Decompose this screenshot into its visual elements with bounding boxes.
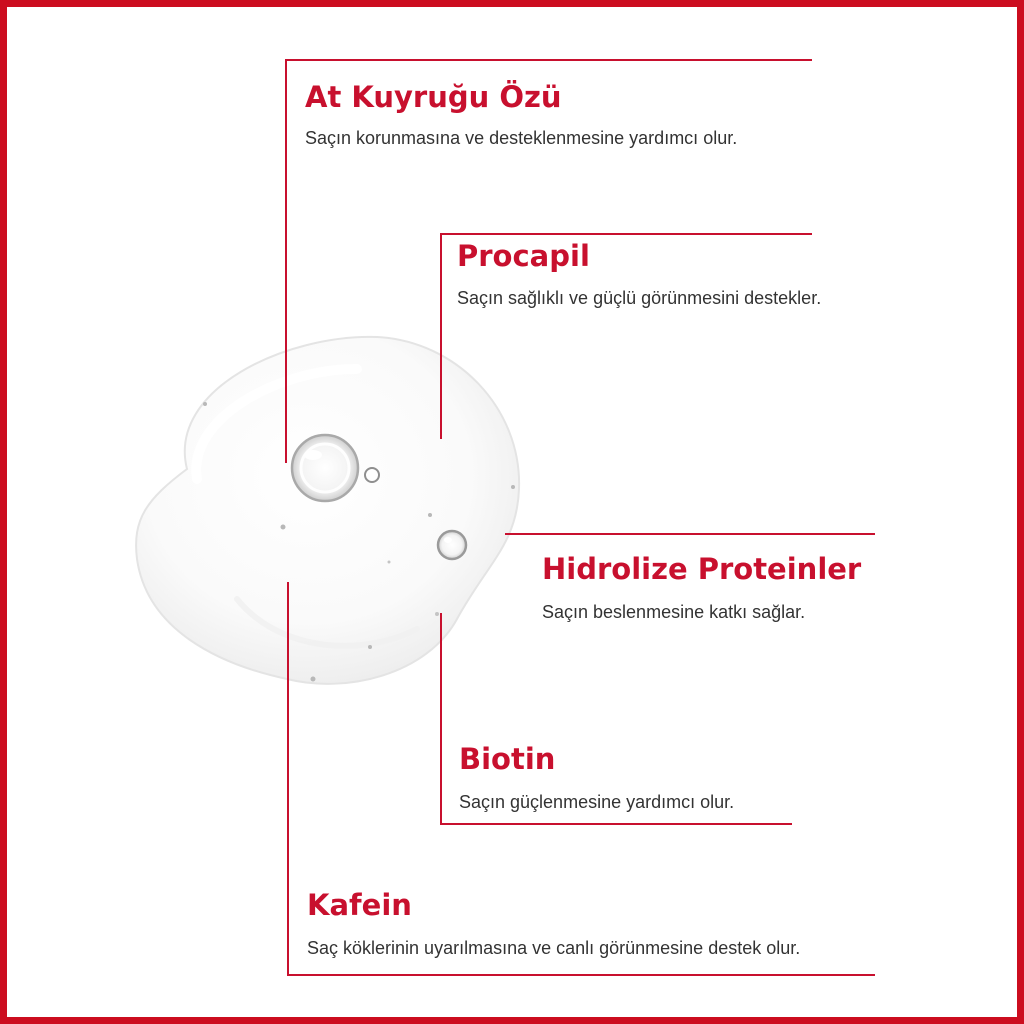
- connector-line: [287, 582, 289, 976]
- ingredient-title-procapil: Procapil: [457, 239, 590, 273]
- connector-line: [287, 974, 875, 976]
- ingredient-title-biotin: Biotin: [459, 742, 556, 776]
- connector-line: [440, 233, 442, 439]
- serum-drop-image: [127, 329, 527, 701]
- ingredient-description-biotin: Saçın güçlenmesine yardımcı olur.: [459, 792, 735, 812]
- ingredient-title-at-kuyrugu: At Kuyruğu Özü: [305, 80, 562, 114]
- connector-line: [505, 533, 875, 535]
- connector-line: [440, 823, 792, 825]
- ingredient-description-hidrolize-proteinler: Saçın beslenmesine katkı sağlar.: [542, 602, 806, 622]
- connector-line: [285, 59, 287, 463]
- ingredient-description-procapil: Saçın sağlıklı ve güçlü görünmesini destekler.: [457, 288, 822, 308]
- connector-line: [440, 233, 812, 235]
- ingredient-title-kafein: Kafein: [307, 888, 412, 922]
- ingredient-description-kafein: Saç köklerinin uyarılmasına ve canlı görünmesine destek olur.: [307, 938, 801, 958]
- ingredient-title-hidrolize-proteinler: Hidrolize Proteinler: [542, 552, 862, 586]
- ingredient-description-at-kuyrugu: Saçın korunmasına ve desteklenmesine yardımcı olur.: [305, 128, 738, 148]
- connector-line: [440, 613, 442, 825]
- connector-line: [285, 59, 812, 61]
